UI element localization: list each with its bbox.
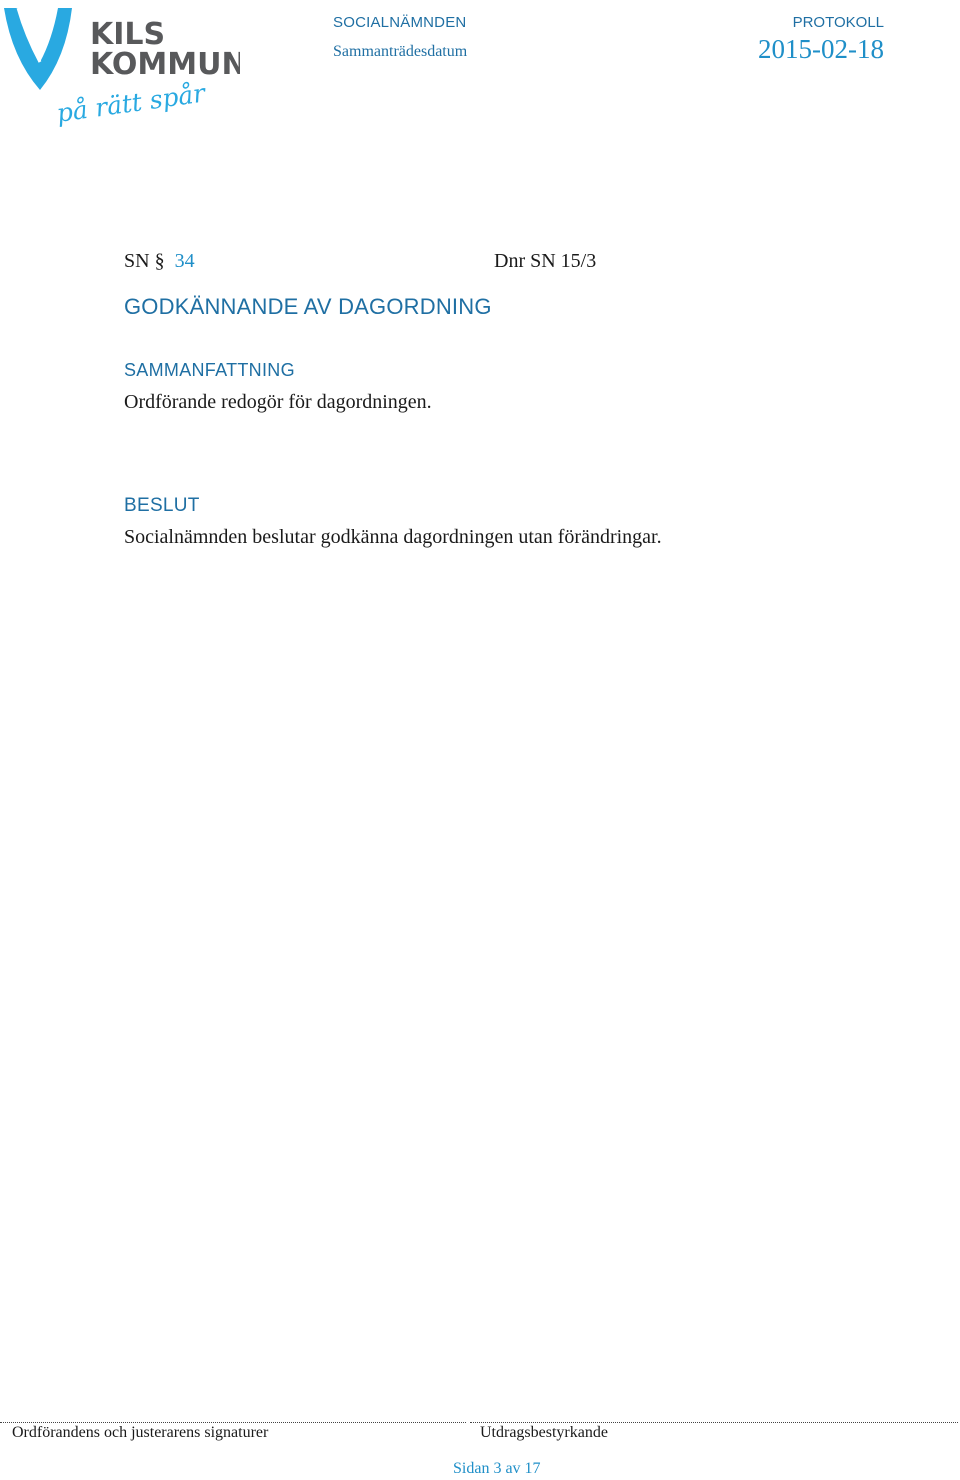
decision-heading: BESLUT xyxy=(124,495,200,516)
paragraph-reference xyxy=(124,250,195,273)
certification-label: Utdragsbestyrkande xyxy=(480,1424,608,1441)
item-title: GODKÄNNANDE AV DAGORDNING xyxy=(124,294,492,319)
decision-text: Socialnämnden beslutar godkänna dagordningen utan förändringar. xyxy=(124,526,662,548)
meeting-date: 2015-02-18 xyxy=(758,34,884,64)
meeting-date-label: Sammanträdesdatum xyxy=(333,43,468,60)
summary-heading: SAMMANFATTNING xyxy=(124,360,295,380)
logo-name-line2: KOMMUN xyxy=(90,47,240,82)
signature-label: Ordförandens och justerarens signaturer xyxy=(12,1424,269,1441)
paragraph-number: 34 xyxy=(174,250,195,272)
diary-number: Dnr SN 15/3 xyxy=(494,250,597,272)
logo-name-line1: KILS xyxy=(90,17,166,52)
summary-text: Ordförande redogör för dagordningen. xyxy=(124,391,432,413)
document-type: PROTOKOLL xyxy=(792,14,884,31)
kils-kommun-logo xyxy=(0,0,240,140)
logo-emblem xyxy=(0,0,240,140)
organization-name: SOCIALNÄMNDEN xyxy=(333,14,467,31)
logo-tagline: på rätt spår xyxy=(54,78,207,128)
paragraph-prefix: SN § xyxy=(124,250,165,272)
certification-line xyxy=(470,1422,958,1423)
page-indicator: Sidan 3 av 17 xyxy=(453,1460,541,1477)
signature-line xyxy=(0,1422,466,1423)
